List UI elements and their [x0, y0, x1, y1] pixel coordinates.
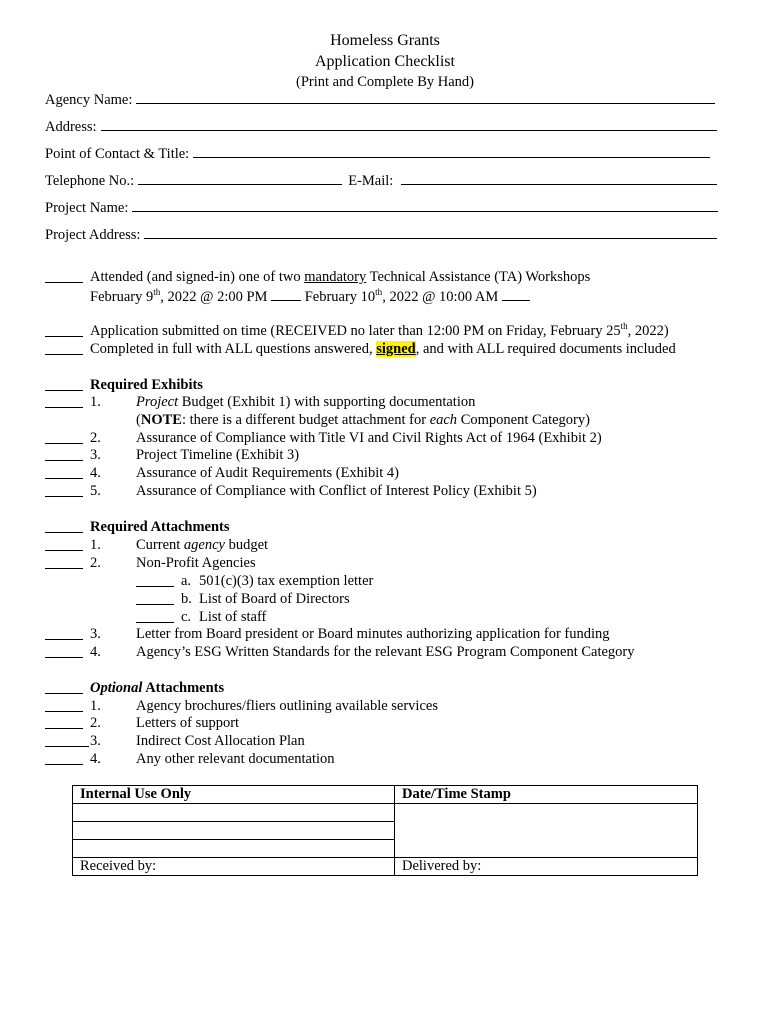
- signed-highlight: signed: [376, 341, 416, 357]
- optional-check[interactable]: [45, 679, 83, 694]
- optional-1-check[interactable]: [45, 697, 83, 712]
- exhibit-2-text: Assurance of Compliance with Title VI and Civil Rights Act of 1964 (Exhibit 2): [136, 430, 602, 446]
- submitted-text: Application submitted on time (RECEIVED no later than 12:00 PM on Friday, February 25th, 2022): [90, 321, 669, 339]
- attachment-1-text: Current agency budget: [136, 537, 269, 553]
- exhibit-4-text: Assurance of Audit Requirements (Exhibit 4): [136, 465, 399, 481]
- page-subtitle: Application Checklist: [315, 53, 455, 70]
- exhibit-5-check[interactable]: [45, 482, 83, 497]
- attachment-2-text: Non-Profit Agencies: [136, 555, 256, 571]
- date-stamp-area[interactable]: [395, 804, 698, 858]
- address-line[interactable]: [101, 117, 717, 131]
- internal-use-row[interactable]: [73, 822, 395, 840]
- optional-2-text: Letters of support: [136, 715, 240, 731]
- project-address-field[interactable]: [45, 225, 717, 243]
- attachments-heading: Required Attachments: [90, 519, 230, 535]
- sub-c-text: List of staff: [199, 609, 267, 625]
- contact-label: Point of Contact & Title:: [45, 146, 190, 162]
- exhibits-check[interactable]: [45, 376, 83, 391]
- workshop-text: Attended (and signed-in) one of two mandatory Technical Assistance (TA) Workshops: [90, 269, 591, 285]
- telephone-label: Telephone No.:: [45, 173, 135, 189]
- contact-line[interactable]: [193, 144, 710, 158]
- attachment-4-check[interactable]: [45, 643, 83, 658]
- optional-2-check[interactable]: [45, 714, 83, 729]
- sub-c-label: c.: [181, 609, 192, 625]
- attachment-3-check[interactable]: [45, 625, 83, 640]
- workshop-check[interactable]: [45, 268, 83, 283]
- workshop-date2-check[interactable]: [502, 287, 530, 301]
- attachment-2-num: 2.: [90, 555, 101, 571]
- project-address-line[interactable]: [144, 225, 717, 239]
- attachment-4-text: Agency’s ESG Written Standards for the relevant ESG Program Component Category: [136, 644, 635, 660]
- attachment-3-text: Letter from Board president or Board minutes authorizing application for funding: [136, 626, 610, 642]
- attachment-2-check[interactable]: [45, 554, 83, 569]
- project-name-field[interactable]: [45, 198, 718, 216]
- exhibit-1-note: (NOTE: there is a different budget attachment for each Component Category): [136, 412, 590, 428]
- sub-a-label: a.: [181, 573, 192, 589]
- optional-4-num: 4.: [90, 751, 101, 767]
- workshop-dates: February 9th, 2022 @ 2:00 PM February 10th, 2022 @ 10:00 AM: [90, 287, 530, 306]
- optional-2-num: 2.: [90, 715, 101, 731]
- agency-name-label: Agency Name:: [45, 92, 133, 108]
- optional-3-check[interactable]: [45, 732, 89, 747]
- exhibit-2-num: 2.: [90, 430, 101, 446]
- exhibit-1-text: Project Budget (Exhibit 1) with supporting documentation: [136, 394, 476, 410]
- contact-field[interactable]: [45, 144, 710, 162]
- telephone-line[interactable]: [138, 171, 342, 185]
- exhibit-5-num: 5.: [90, 483, 101, 499]
- exhibits-heading: Required Exhibits: [90, 377, 203, 393]
- attachment-1-num: 1.: [90, 537, 101, 553]
- page-title: Homeless Grants: [330, 32, 440, 49]
- optional-3-text: Indirect Cost Allocation Plan: [136, 733, 305, 749]
- exhibit-5-text: Assurance of Compliance with Conflict of Interest Policy (Exhibit 5): [136, 483, 537, 499]
- sub-b-text: List of Board of Directors: [199, 591, 350, 607]
- internal-use-row[interactable]: [73, 804, 395, 822]
- optional-4-text: Any other relevant documentation: [136, 751, 335, 767]
- exhibit-1-check[interactable]: [45, 393, 83, 408]
- completed-text: Completed in full with ALL questions answered, signed, and with ALL required documents included: [90, 341, 676, 357]
- sub-b-label: b.: [181, 591, 192, 607]
- project-name-label: Project Name:: [45, 200, 129, 216]
- instructions: (Print and Complete By Hand): [295, 74, 474, 90]
- address-label: Address:: [45, 119, 97, 135]
- telephone-field[interactable]: [45, 171, 717, 189]
- optional-1-text: Agency brochures/fliers outlining available services: [136, 698, 438, 714]
- optional-heading: Optional Attachments: [90, 680, 225, 696]
- sub-a-check[interactable]: [136, 572, 174, 587]
- attachment-4-num: 4.: [90, 644, 101, 660]
- exhibit-3-check[interactable]: [45, 446, 83, 461]
- submitted-check[interactable]: [45, 322, 83, 337]
- sub-b-check[interactable]: [136, 590, 174, 605]
- received-by-cell[interactable]: Received by:: [73, 858, 395, 876]
- workshop-date1-check[interactable]: [271, 287, 301, 301]
- email-line[interactable]: [401, 171, 717, 185]
- exhibit-3-text: Project Timeline (Exhibit 3): [136, 447, 300, 463]
- agency-name-line[interactable]: [136, 90, 715, 104]
- date-stamp-header: Date/Time Stamp: [395, 786, 698, 804]
- optional-4-check[interactable]: [45, 750, 83, 765]
- attachments-check[interactable]: [45, 518, 83, 533]
- exhibit-4-num: 4.: [90, 465, 101, 481]
- internal-use-table: [72, 785, 698, 876]
- agency-name-field[interactable]: [45, 90, 715, 108]
- optional-3-num: 3.: [90, 733, 101, 749]
- sub-a-text: 501(c)(3) tax exemption letter: [199, 573, 374, 589]
- email-label: E-Mail:: [348, 173, 394, 189]
- internal-use-row[interactable]: [73, 840, 395, 858]
- project-address-label: Project Address:: [45, 227, 141, 243]
- exhibit-1-num: 1.: [90, 394, 101, 410]
- exhibit-3-num: 3.: [90, 447, 101, 463]
- attachment-1-check[interactable]: [45, 536, 83, 551]
- internal-use-header: Internal Use Only: [73, 786, 395, 804]
- completed-check[interactable]: [45, 340, 83, 355]
- address-field[interactable]: [45, 117, 717, 135]
- delivered-by-cell[interactable]: Delivered by:: [395, 858, 698, 876]
- sub-c-check[interactable]: [136, 608, 174, 623]
- attachment-3-num: 3.: [90, 626, 101, 642]
- optional-1-num: 1.: [90, 698, 101, 714]
- project-name-line[interactable]: [132, 198, 718, 212]
- exhibit-2-check[interactable]: [45, 429, 83, 444]
- exhibit-4-check[interactable]: [45, 464, 83, 479]
